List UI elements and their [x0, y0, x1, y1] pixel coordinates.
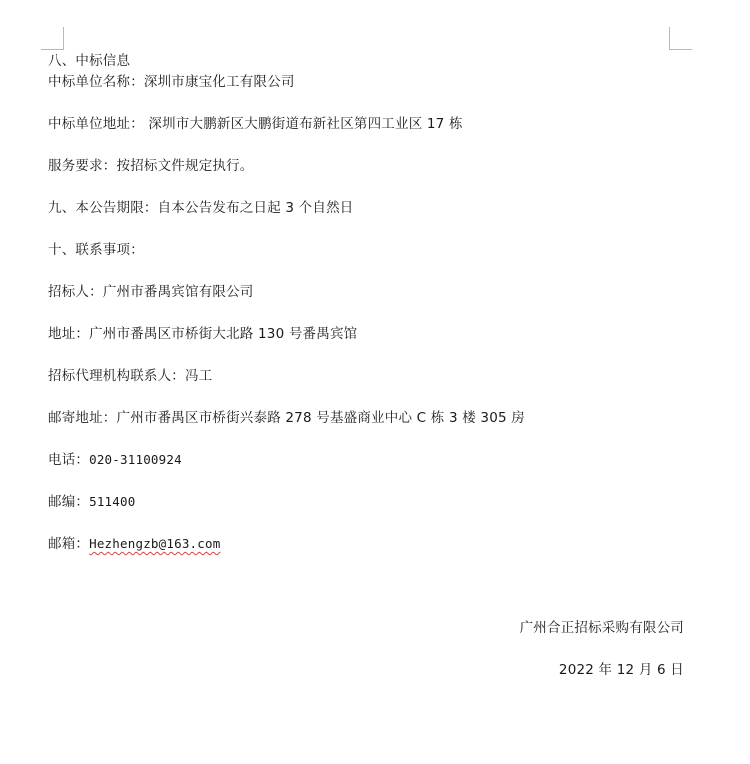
page-corner-mark-top-left [41, 27, 64, 50]
agent-contact-line [48, 367, 212, 385]
address-label: 地址： [48, 326, 90, 342]
service-requirement-line [48, 157, 254, 175]
section-10-heading: 十、联系事项： [48, 242, 144, 258]
service-label: 服务要求： [48, 158, 117, 174]
winner-address-label: 中标单位地址： [48, 116, 144, 132]
phone-label: 电话： [48, 452, 90, 468]
tenderer-line [48, 283, 254, 301]
agent-contact-value: 冯工 [185, 368, 213, 384]
email-label: 邮箱： [48, 536, 90, 552]
postcode-line [48, 493, 135, 511]
winner-name-value: 深圳市康宝化工有限公司 [143, 74, 295, 90]
winner-name-label: 中标单位名称： [48, 74, 144, 90]
tenderer-label: 招标人： [48, 284, 103, 300]
address-line [48, 325, 357, 343]
email-link[interactable]: Hezhengzb@163.com [89, 536, 221, 551]
winner-name-line [48, 73, 295, 91]
address-value: 广州市番禺区市桥街大北路 130 号番禺宾馆 [89, 326, 358, 342]
signature-agency: 广州合正招标采购有限公司 [519, 620, 684, 636]
email-line [48, 535, 220, 553]
postcode-label: 邮编： [48, 494, 90, 510]
winner-address-line [48, 115, 463, 133]
winner-address-value: 深圳市大鹏新区大鹏街道布新社区第四工业区 17 栋 [148, 116, 463, 132]
phone-value: 020-31100924 [89, 452, 182, 467]
postcode-value: 511400 [89, 494, 136, 509]
service-value: 按招标文件规定执行。 [116, 158, 254, 174]
mail-address-line [48, 409, 525, 427]
tenderer-value: 广州市番禺宾馆有限公司 [102, 284, 254, 300]
agent-contact-label: 招标代理机构联系人： [48, 368, 185, 384]
page-corner-mark-top-right [669, 27, 692, 50]
signature-date: 2022 年 12 月 6 日 [558, 662, 684, 678]
announcement-period: 九、本公告期限：自本公告发布之日起 3 个自然日 [48, 200, 354, 216]
mail-address-value: 广州市番禺区市桥街兴泰路 278 号基盛商业中心 C 栋 3 楼 305 房 [116, 410, 525, 426]
section-8-heading: 八、中标信息 [48, 53, 131, 69]
phone-line [48, 451, 182, 469]
mail-address-label: 邮寄地址： [48, 410, 117, 426]
